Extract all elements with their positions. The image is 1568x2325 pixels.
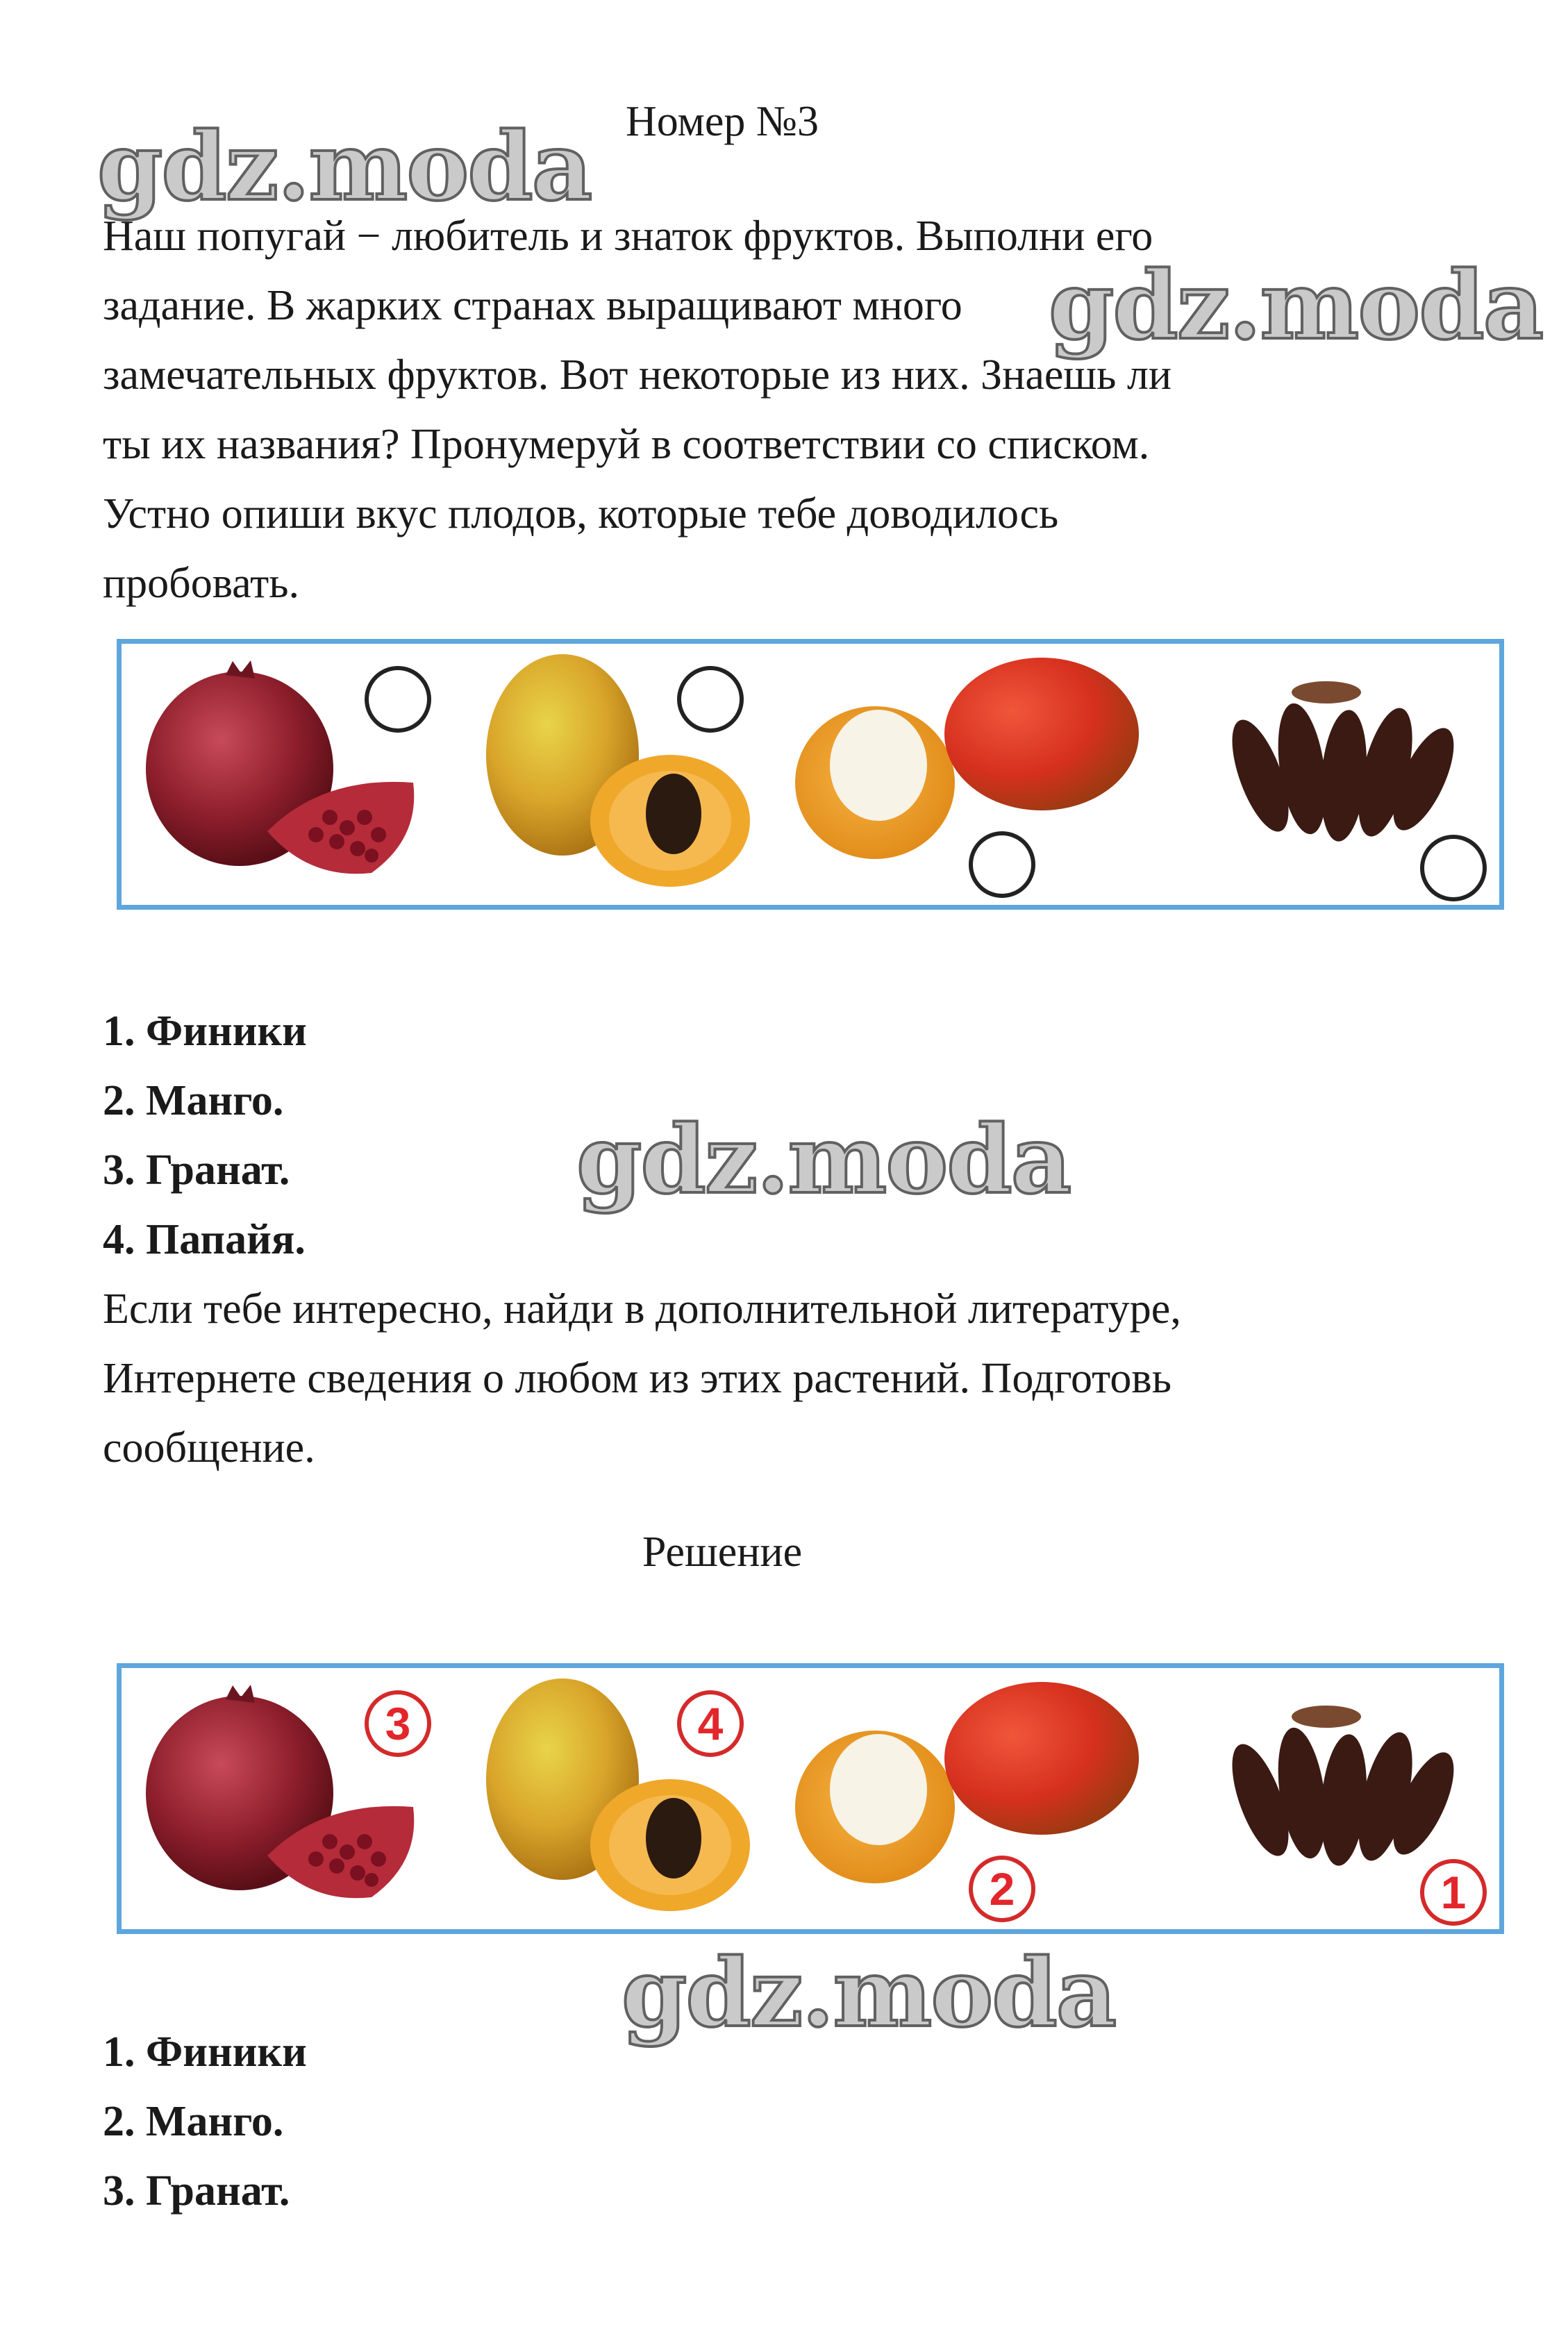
answer-circle-dates: 1 <box>1420 1859 1487 1926</box>
note-line: Если тебе интересно, найди в дополнительной литературе, <box>103 1285 1181 1333</box>
task-line: Устно опиши вкус плодов, которые тебе доводилось <box>103 490 1059 538</box>
note-line: сообщение. <box>103 1424 315 1472</box>
solution-title: Решение <box>642 1528 803 1576</box>
task-line: ты их названия? Пронумеруй в соответствии со списком. <box>103 421 1150 468</box>
answer-circle-pomegranate: 3 <box>365 1690 431 1757</box>
dates-icon <box>1221 681 1466 843</box>
number-circle-papaya[interactable] <box>677 666 744 733</box>
list-item: 2. Манго. <box>103 1077 284 1124</box>
list-item: 3. Гранат. <box>103 2167 290 2215</box>
number-circle-mango[interactable] <box>969 831 1035 898</box>
note-text <box>103 1274 1422 1483</box>
fruit-list <box>103 997 307 1274</box>
fruit-panel-task <box>117 639 1504 910</box>
answer-circle-papaya: 4 <box>677 1690 744 1757</box>
answer-circle-mango: 2 <box>969 1856 1035 1922</box>
mango-icon <box>795 658 1139 859</box>
task-line: замечательных фруктов. Вот некоторые из них. Знаешь ли <box>103 351 1172 399</box>
watermark: gdz.moda <box>576 1104 1071 1215</box>
list-item: 1. Финики <box>103 2028 307 2076</box>
note-line: Интернете сведения о любом из этих растений. Подготовь <box>103 1355 1171 1402</box>
list-item: 1. Финики <box>103 1008 307 1055</box>
answer-list <box>103 2017 307 2226</box>
number-circle-dates[interactable] <box>1420 835 1487 901</box>
fruit-panel-solution <box>117 1663 1504 1934</box>
task-line: пробовать. <box>103 560 299 607</box>
watermark: gdz.moda <box>1049 250 1543 360</box>
list-item: 2. Манго. <box>103 2098 284 2145</box>
mango-icon <box>795 1682 1139 1883</box>
dates-icon <box>1221 1706 1466 1867</box>
number-circle-pomegranate[interactable] <box>365 666 431 733</box>
task-line: Наш попугай − любитель и знаток фруктов. Выполни его <box>103 212 1153 260</box>
watermark: gdz.moda <box>622 1938 1116 2048</box>
list-item: 3. Гранат. <box>103 1147 290 1194</box>
list-item: 4. Папайя. <box>103 1216 306 1263</box>
task-line: задание. В жарких странах выращивают много <box>103 282 962 329</box>
page-title: Номер №3 <box>625 98 819 145</box>
watermark: gdz.moda <box>97 111 592 222</box>
